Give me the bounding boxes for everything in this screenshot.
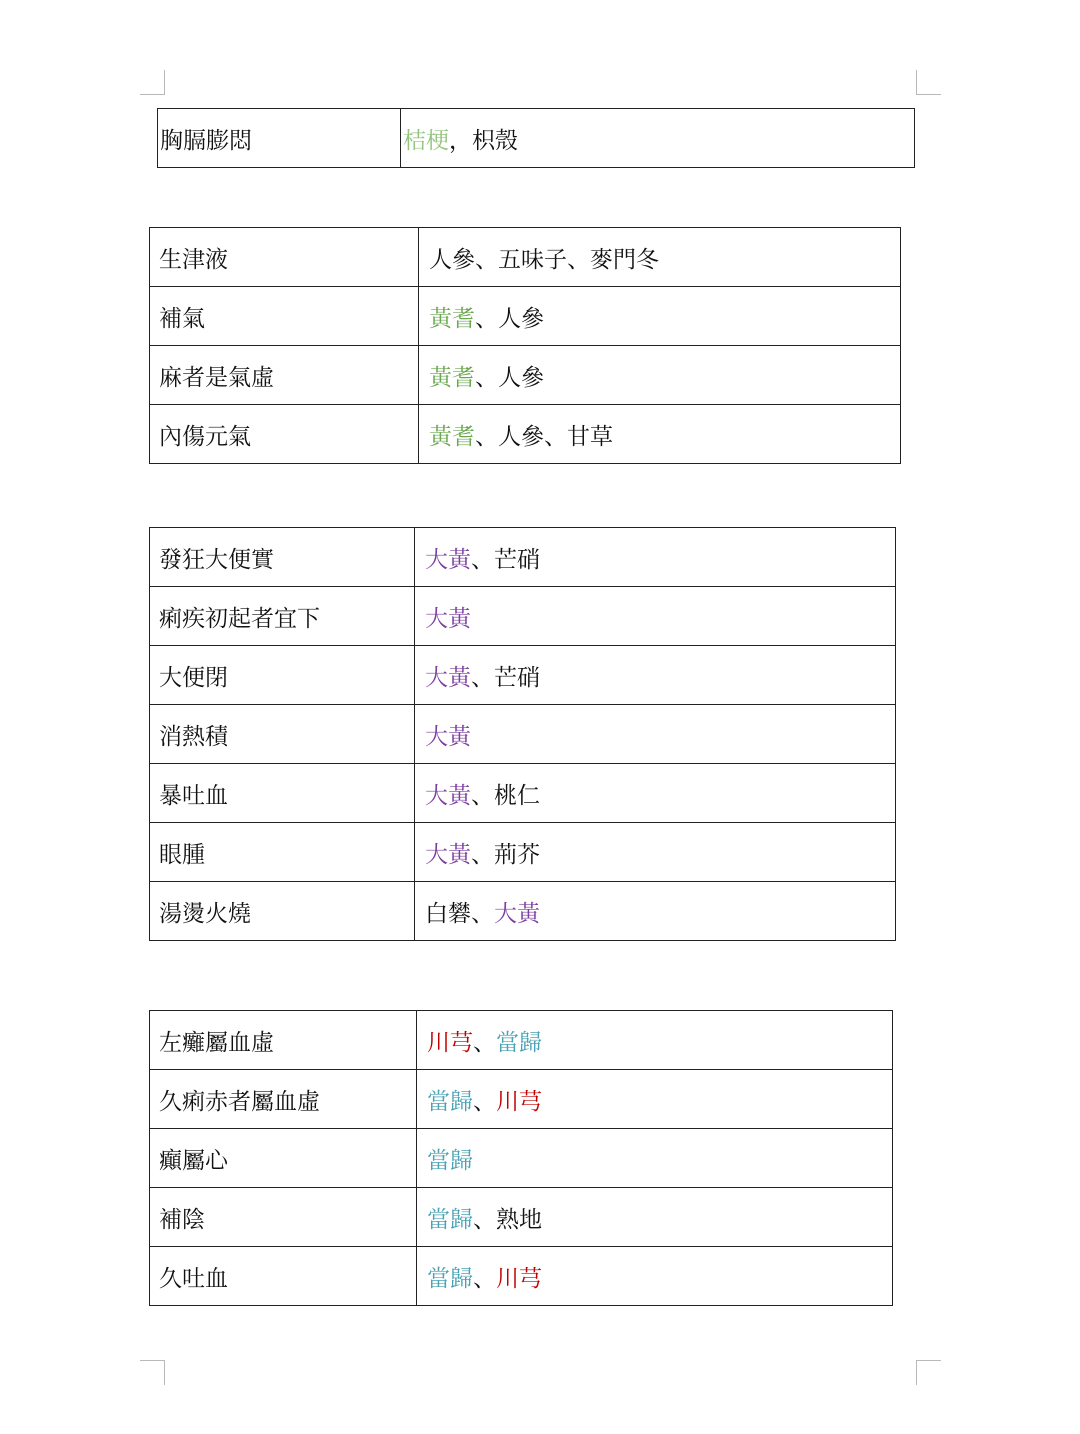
table-row	[150, 1070, 893, 1129]
condition-cell: 癲屬心	[150, 1129, 417, 1188]
herb-text: 、	[473, 1029, 496, 1056]
herb-text: 、芒硝	[471, 546, 540, 573]
herbs-cell	[417, 1011, 893, 1070]
herb-text: ，枳殼	[449, 127, 518, 154]
herbs-cell	[417, 1129, 893, 1188]
condition-cell: 補氣	[150, 287, 419, 346]
herbs-cell	[415, 705, 896, 764]
table-row	[158, 109, 915, 168]
herbs-cell	[419, 287, 901, 346]
page-corner-bottom-left	[140, 1360, 165, 1385]
herbs-cell	[419, 405, 901, 464]
herb-text: 當歸	[427, 1206, 473, 1233]
herbs-cell	[415, 587, 896, 646]
herb-table-1	[157, 108, 915, 168]
herb-text: 人參、五味子、麥門冬	[429, 246, 659, 273]
herb-text: 大黃	[494, 900, 540, 927]
herb-text: 、	[473, 1265, 496, 1292]
table-row	[150, 823, 896, 882]
condition-cell: 胸膈膨悶	[158, 109, 401, 168]
table-row	[150, 646, 896, 705]
herb-text: 川芎	[427, 1029, 473, 1056]
condition-cell: 左癱屬血虛	[150, 1011, 417, 1070]
table-row	[150, 882, 896, 941]
herb-text: 川芎	[496, 1265, 542, 1292]
herb-text: 大黃	[425, 841, 471, 868]
herbs-cell	[415, 646, 896, 705]
page-corner-top-left	[140, 70, 165, 95]
herb-text: 、荊芥	[471, 841, 540, 868]
page-corner-bottom-right	[916, 1360, 941, 1385]
table-row	[150, 1129, 893, 1188]
herb-text: 川芎	[496, 1088, 542, 1115]
herb-text: 黃耆	[429, 423, 475, 450]
herb-text: 大黃	[425, 782, 471, 809]
condition-cell: 大便閉	[150, 646, 415, 705]
herbs-cell	[401, 109, 915, 168]
condition-cell: 痢疾初起者宜下	[150, 587, 415, 646]
herbs-cell	[415, 764, 896, 823]
condition-cell: 發狂大便實	[150, 528, 415, 587]
herb-text: 、人參	[475, 364, 544, 391]
herb-table-3	[149, 527, 896, 941]
table-row	[150, 1247, 893, 1306]
herb-text: 當歸	[427, 1147, 473, 1174]
condition-cell: 消熱積	[150, 705, 415, 764]
herb-text: 當歸	[427, 1088, 473, 1115]
condition-cell: 久吐血	[150, 1247, 417, 1306]
herb-text: 、人參	[475, 305, 544, 332]
herbs-cell	[419, 346, 901, 405]
herbs-cell	[417, 1247, 893, 1306]
herb-text: 、桃仁	[471, 782, 540, 809]
table-row	[150, 346, 901, 405]
herb-table-4	[149, 1010, 893, 1306]
herbs-cell	[417, 1070, 893, 1129]
herbs-cell	[419, 228, 901, 287]
condition-cell: 內傷元氣	[150, 405, 419, 464]
condition-cell: 湯燙火燒	[150, 882, 415, 941]
herbs-cell	[415, 823, 896, 882]
herb-text: 大黃	[425, 723, 471, 750]
herb-table-2	[149, 227, 901, 464]
table-row	[150, 228, 901, 287]
herb-text: 黃耆	[429, 364, 475, 391]
condition-cell: 麻者是氣虛	[150, 346, 419, 405]
table-row	[150, 1188, 893, 1247]
herb-text: 大黃	[425, 546, 471, 573]
herb-text: 、人參、甘草	[475, 423, 613, 450]
table-row	[150, 528, 896, 587]
herb-text: 大黃	[425, 664, 471, 691]
condition-cell: 久痢赤者屬血虛	[150, 1070, 417, 1129]
herb-text: 桔梗	[403, 127, 449, 154]
herb-text: 、熟地	[473, 1206, 542, 1233]
herb-text: 大黃	[425, 605, 471, 632]
page-corner-top-right	[916, 70, 941, 95]
table-row	[150, 705, 896, 764]
herb-text: 白礬、	[425, 900, 494, 927]
herb-text: 、	[473, 1088, 496, 1115]
table-row	[150, 1011, 893, 1070]
condition-cell: 補陰	[150, 1188, 417, 1247]
herb-text: 當歸	[496, 1029, 542, 1056]
table-row	[150, 764, 896, 823]
condition-cell: 眼腫	[150, 823, 415, 882]
condition-cell: 暴吐血	[150, 764, 415, 823]
herbs-cell	[415, 528, 896, 587]
herb-text: 黃耆	[429, 305, 475, 332]
table-row	[150, 587, 896, 646]
herbs-cell	[417, 1188, 893, 1247]
herb-text: 當歸	[427, 1265, 473, 1292]
table-row	[150, 405, 901, 464]
table-row	[150, 287, 901, 346]
herbs-cell	[415, 882, 896, 941]
condition-cell: 生津液	[150, 228, 419, 287]
herb-text: 、芒硝	[471, 664, 540, 691]
